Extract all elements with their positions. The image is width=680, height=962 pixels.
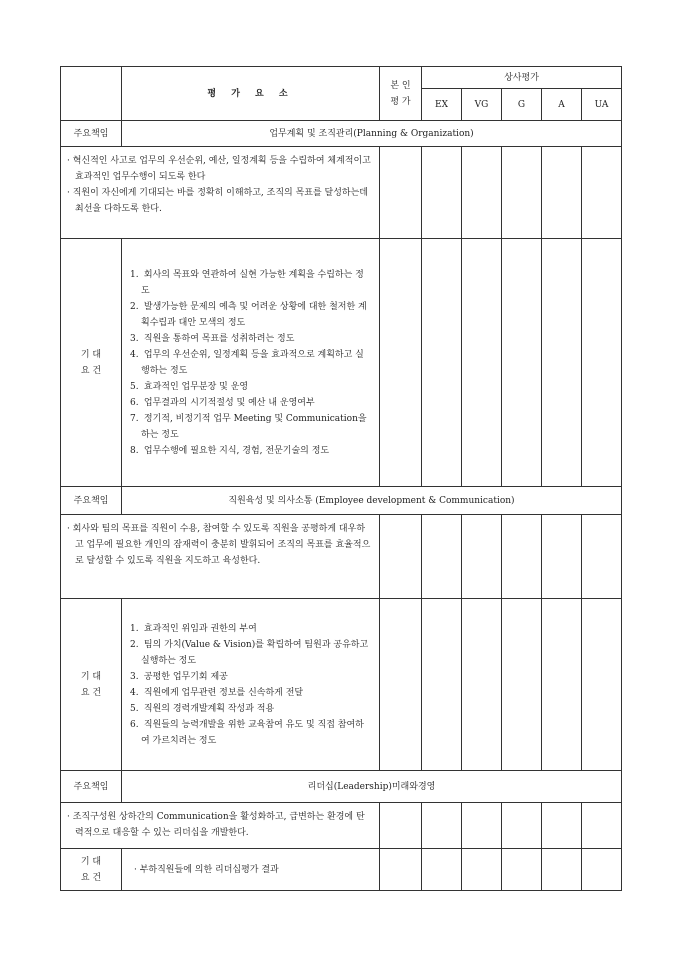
section2-label: 주요책임 bbox=[61, 487, 122, 515]
grade-ex: EX bbox=[422, 89, 462, 121]
score-cell-g[interactable] bbox=[502, 599, 542, 771]
score-cell-vg[interactable] bbox=[462, 599, 502, 771]
score-cell-ua[interactable] bbox=[582, 849, 622, 891]
req-label-line-2: 요 건 bbox=[80, 872, 102, 883]
score-cell-g[interactable] bbox=[502, 803, 542, 849]
score-cell-ex[interactable] bbox=[422, 239, 462, 487]
score-cell-vg[interactable] bbox=[462, 803, 502, 849]
score-cell-vg[interactable] bbox=[462, 239, 502, 487]
score-cell-g[interactable] bbox=[502, 239, 542, 487]
score-cell-a[interactable] bbox=[542, 803, 582, 849]
grade-vg: VG bbox=[462, 89, 502, 121]
requirement-item: 4. 직원에게 업무관련 정보를 신속하게 전달 bbox=[130, 687, 304, 698]
section1-desc-line: · 혁신적인 사고로 업무의 우선순위, 예산, 일정계획 등을 수립하여 체계적이고 효과적인 업무수행이 되도록 한다 bbox=[67, 156, 371, 182]
section1-title: 업무계획 및 조직관리(Planning & Organization) bbox=[122, 121, 622, 147]
section3-req-label bbox=[61, 849, 122, 891]
section3-description bbox=[61, 803, 380, 849]
score-cell-g[interactable] bbox=[502, 147, 542, 239]
self-score-cell[interactable] bbox=[380, 147, 422, 239]
req-label-line-2: 요 건 bbox=[80, 687, 102, 698]
score-cell-a[interactable] bbox=[542, 849, 582, 891]
requirement-item: 1. 회사의 목표와 연관하여 실현 가능한 계획을 수립하는 정도 bbox=[130, 269, 364, 296]
self-eval-header bbox=[380, 67, 422, 121]
score-cell-ex[interactable] bbox=[422, 803, 462, 849]
self-eval-line-2: 평 가 bbox=[390, 96, 411, 107]
self-score-cell[interactable] bbox=[380, 849, 422, 891]
self-score-cell[interactable] bbox=[380, 803, 422, 849]
section3-desc-line: · 조직구성원 상하간의 Communication을 활성화하고, 급변하는 환경에 탄력적으로 대응할 수 있는 리더십을 개발한다. bbox=[67, 812, 365, 838]
section3-label: 주요책임 bbox=[61, 771, 122, 803]
section3-requirement: · 부하직원들에 의한 리더십평가 결과 bbox=[122, 849, 380, 891]
score-cell-ua[interactable] bbox=[582, 803, 622, 849]
score-cell-ua[interactable] bbox=[582, 239, 622, 487]
self-score-cell[interactable] bbox=[380, 239, 422, 487]
requirement-item: 4. 업무의 우선순위, 일정계획 등을 효과적으로 계획하고 실행하는 정도 bbox=[130, 349, 364, 376]
section2-description bbox=[61, 515, 380, 599]
score-cell-vg[interactable] bbox=[462, 515, 502, 599]
section3-title: 리더십(Leadership)미래와경영 bbox=[122, 771, 622, 803]
score-cell-a[interactable] bbox=[542, 147, 582, 239]
score-cell-ex[interactable] bbox=[422, 849, 462, 891]
requirement-item: 8. 업무수행에 필요한 지식, 경험, 전문기술의 정도 bbox=[130, 445, 330, 456]
grade-ua: UA bbox=[582, 89, 622, 121]
section1-req-label bbox=[61, 239, 122, 487]
requirement-item: 5. 직원의 경력개발계획 작성과 적용 bbox=[130, 703, 275, 714]
section2-title: 직원육성 및 의사소통 (Employee development & Communication) bbox=[122, 487, 622, 515]
req-label-line-1: 기 대 bbox=[80, 671, 102, 682]
score-cell-g[interactable] bbox=[502, 515, 542, 599]
score-cell-ex[interactable] bbox=[422, 599, 462, 771]
requirement-item: 6. 직원들의 능력개발을 위한 교육참여 유도 및 직접 참여하여 가르치려는 정도 bbox=[130, 719, 364, 746]
self-score-cell[interactable] bbox=[380, 515, 422, 599]
score-cell-a[interactable] bbox=[542, 239, 582, 487]
score-cell-ex[interactable] bbox=[422, 515, 462, 599]
score-cell-ua[interactable] bbox=[582, 515, 622, 599]
requirement-item: 3. 직원을 통하여 목표를 성취하려는 정도 bbox=[130, 333, 295, 344]
grade-g: G bbox=[502, 89, 542, 121]
requirement-item: 7. 정기적, 비정기적 업무 Meeting 및 Communication을 하는 정도 bbox=[130, 413, 367, 440]
self-eval-line-1: 본 인 bbox=[390, 80, 411, 91]
score-cell-ua[interactable] bbox=[582, 599, 622, 771]
req-label-line-1: 기 대 bbox=[80, 856, 102, 867]
score-cell-a[interactable] bbox=[542, 599, 582, 771]
section1-desc-line: · 직원이 자신에게 기대되는 바를 정확히 이해하고, 조직의 목표를 달성하는데 최선을 다하도록 한다. bbox=[67, 188, 368, 214]
score-cell-vg[interactable] bbox=[462, 147, 502, 239]
eval-title: 평 가 요 소 bbox=[122, 67, 380, 121]
grade-a: A bbox=[542, 89, 582, 121]
section1-requirements bbox=[122, 239, 380, 487]
section1-description bbox=[61, 147, 380, 239]
requirement-item: 3. 공평한 업무기회 제공 bbox=[130, 671, 228, 682]
section1-label: 주요책임 bbox=[61, 121, 122, 147]
self-score-cell[interactable] bbox=[380, 599, 422, 771]
score-cell-ua[interactable] bbox=[582, 147, 622, 239]
requirement-item: 1. 효과적인 위임과 권한의 부여 bbox=[130, 623, 257, 634]
supervisor-eval-header: 상사평가 bbox=[422, 67, 622, 89]
score-cell-vg[interactable] bbox=[462, 849, 502, 891]
header-corner-cell bbox=[61, 67, 122, 121]
requirement-item: 2. 발생가능한 문제의 예측 및 어려운 상황에 대한 철저한 계획수립과 대안 모색의 정도 bbox=[130, 301, 367, 328]
requirement-item: 6. 업무결과의 시기적절성 및 예산 내 운영여부 bbox=[130, 397, 315, 408]
section2-req-label bbox=[61, 599, 122, 771]
req-label-line-1: 기 대 bbox=[80, 349, 102, 360]
requirement-item: 5. 효과적인 업무분장 및 운영 bbox=[130, 381, 249, 392]
score-cell-g[interactable] bbox=[502, 849, 542, 891]
score-cell-ex[interactable] bbox=[422, 147, 462, 239]
score-cell-a[interactable] bbox=[542, 515, 582, 599]
req-label-line-2: 요 건 bbox=[80, 365, 102, 376]
section2-desc-line: · 회사와 팀의 목표를 직원이 수용, 참여할 수 있도록 직원을 공평하게 대우하고 업무에 필요한 개인의 잠재력이 충분히 발휘되어 조직의 목표를 효율적으로 달성할 수 있도록 직원을 지도하고 육성한다. bbox=[67, 524, 371, 566]
section2-requirements bbox=[122, 599, 380, 771]
evaluation-table bbox=[60, 66, 622, 891]
requirement-item: 2. 팀의 가치(Value & Vision)를 확립하여 팀원과 공유하고 실행하는 정도 bbox=[130, 639, 369, 666]
